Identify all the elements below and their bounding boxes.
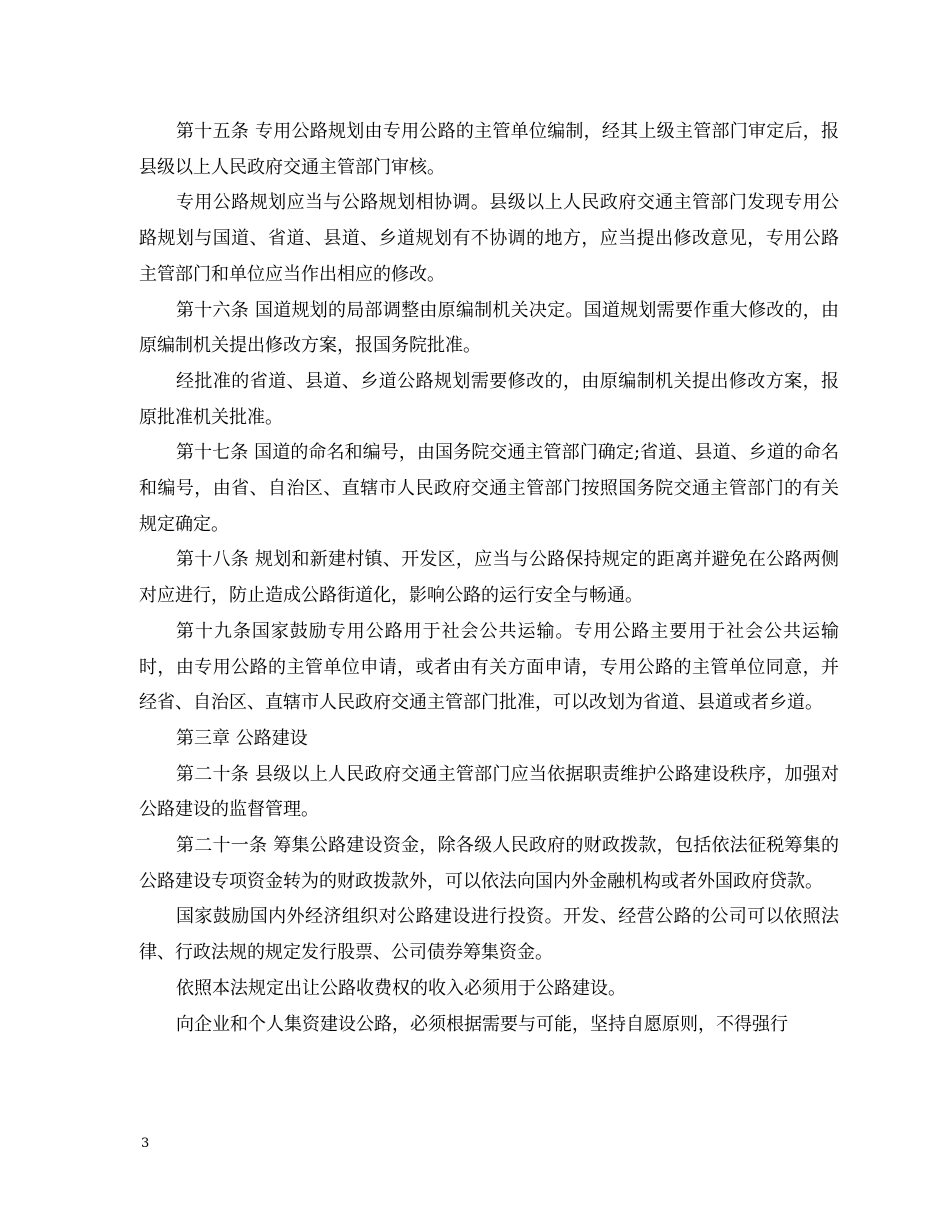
paragraph-article-21: 第二十一条 筹集公路建设资金，除各级人民政府的财政拨款，包括依法征税筹集的公路建设专项资金转为的财政拨款外，可以依法向国内外金融机构或者外国政府贷款。 (139, 835, 839, 892)
chapter-heading-3: 第三章 公路建设 (176, 727, 308, 749)
paragraph-article-18: 第十八条 规划和新建村镇、开发区，应当与公路保持规定的距离并避免在公路两侧对应进行，防止造成公路街道化，影响公路的运行安全与畅通。 (139, 549, 839, 607)
paragraph-article-17: 第十七条 国道的命名和编号，由国务院交通主管部门确定;省道、县道、乡道的命名和编号，由省、自治区、直辖市人民政府交通主管部门按照国务院交通主管部门的有关规定确定。 (139, 442, 839, 535)
paragraph-article-20: 第二十条 县级以上人民政府交通主管部门应当依据职责维护公路建设秩序，加强对公路建设的监督管理。 (139, 763, 839, 821)
paragraph-article-19: 第十九条国家鼓励专用公路用于社会公共运输。专用公路主要用于社会公共运输时，由专用公路的主管单位申请，或者由有关方面申请，专用公路的主管单位同意，并经省、自治区、直辖市人民政府交通主管部门批准，可以改划为省道、县道或者乡道。 (139, 620, 839, 714)
paragraph-special-road-coordination: 专用公路规划应当与公路规划相协调。县级以上人民政府交通主管部门发现专用公路规划与国道、省道、县道、乡道规划有不协调的地方，应当提出修改意见，专用公路主管部门和单位应当作出相应的修改。 (139, 192, 839, 285)
paragraph-investment-encouragement: 国家鼓励国内外经济组织对公路建设进行投资。开发、经营公路的公司可以依照法律、行政法规的规定发行股票、公司债券筹集资金。 (139, 906, 839, 964)
paragraph-article-16: 第十六条 国道规划的局部调整由原编制机关决定。国道规划需要作重大修改的，由原编制机关提出修改方案，报国务院批准。 (139, 299, 839, 357)
paragraph-toll-revenue: 依照本法规定出让公路收费权的收入必须用于公路建设。 (176, 977, 626, 999)
paragraph-approved-plan-revision: 经批准的省道、县道、乡道公路规划需要修改的，由原编制机关提出修改方案，报原批准机关批准。 (139, 370, 839, 428)
paragraph-article-15: 第十五条 专用公路规划由专用公路的主管单位编制，经其上级主管部门审定后，报县级以上人民政府交通主管部门审核。 (139, 121, 839, 178)
document-body (139, 114, 839, 1042)
paragraph-fundraising: 向企业和个人集资建设公路，必须根据需要与可能，坚持自愿原则，不得强行 (176, 1013, 788, 1035)
page-number: 3 (141, 1136, 150, 1151)
